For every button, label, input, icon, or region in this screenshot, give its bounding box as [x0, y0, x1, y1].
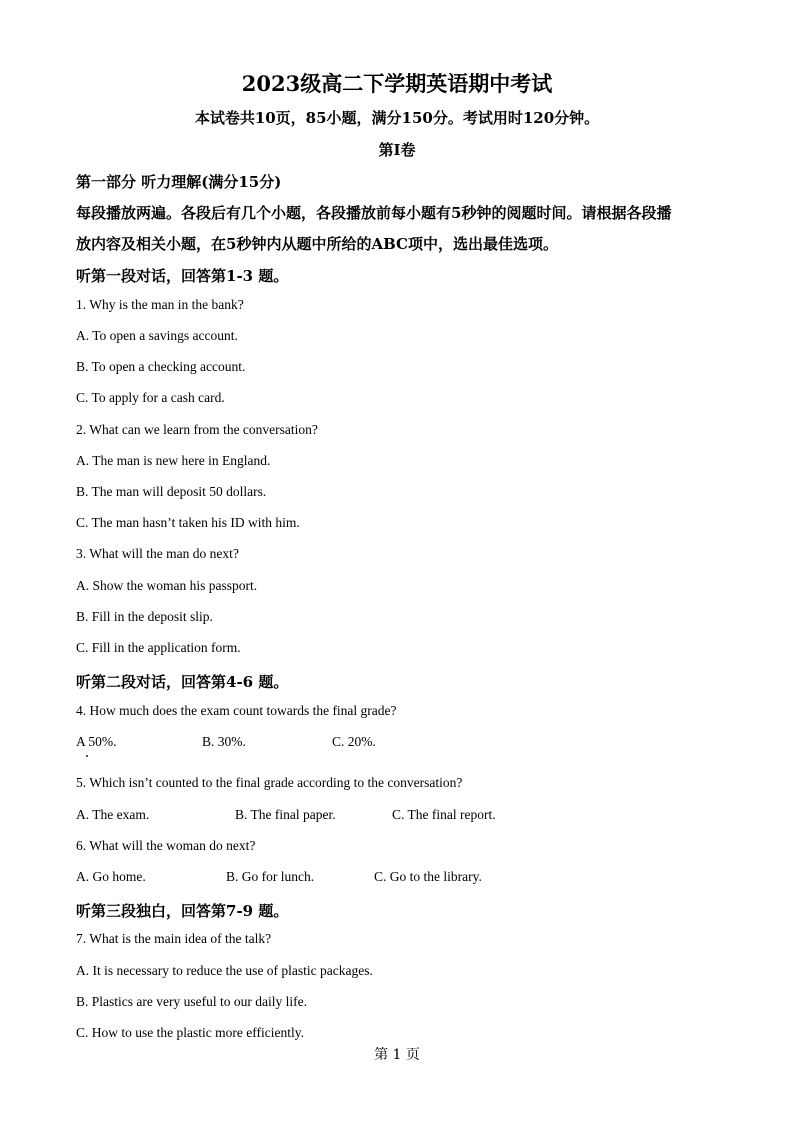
q6-option-c: C. Go to the library.: [374, 869, 482, 884]
q1-option-a: A. To open a savings account.: [76, 328, 238, 343]
q3-option-c: C. Fill in the application form.: [76, 640, 241, 655]
q5-option-c: C. The final report.: [392, 807, 496, 822]
q7-option-c: C. How to use the plastic more efficiently.: [76, 1025, 304, 1040]
q1-option-c: C. To apply for a cash card.: [76, 390, 225, 405]
section3-heading: 听第三段独白，回答第7-9 题。: [76, 902, 289, 920]
question-7: 7. What is the main idea of the talk?: [76, 931, 272, 946]
page-number: 第 1 页: [374, 1047, 420, 1063]
question-3: 3. What will the man do next?: [76, 546, 239, 561]
instruction-line-2: 放内容及相关小题，在5秒钟内从题中所给的ABC项中，选出最佳选项。: [76, 235, 558, 253]
exam-title: 2023级高二下学期英语期中考试: [241, 71, 553, 96]
q7-option-a: A. It is necessary to reduce the use of plastic packages.: [76, 963, 373, 978]
q2-option-b: B. The man will deposit 50 dollars.: [76, 484, 267, 499]
section2-heading: 听第二段对话，回答第4-6 题。: [76, 673, 289, 691]
q1-option-b: B. To open a checking account.: [76, 359, 246, 374]
q2-option-a: A. The man is new here in England.: [76, 453, 271, 468]
volume-label: 第I卷: [378, 141, 416, 159]
part1-heading: 第一部分 听力理解(满分15分): [76, 173, 282, 191]
question-4: 4. How much does the exam count towards the final grade?: [76, 703, 397, 718]
q5-option-a: A. The exam.: [76, 807, 150, 822]
question-6: 6. What will the woman do next?: [76, 838, 256, 853]
stray-dot: [86, 755, 88, 757]
q6-option-b: B. Go for lunch.: [226, 869, 315, 884]
q4-option-a: A 50%.: [76, 734, 117, 749]
q4-option-c: C. 20%.: [332, 734, 376, 749]
question-2: 2. What can we learn from the conversation?: [76, 422, 318, 437]
q2-option-c: C. The man hasn’t taken his ID with him.: [76, 515, 300, 530]
exam-subtitle: 本试卷共10页，85小题，满分150分。考试用时120分钟。: [194, 109, 600, 127]
instruction-line-1: 每段播放两遍。各段后有几个小题，各段播放前每小题有5秒钟的阅题时间。请根据各段播: [76, 204, 672, 222]
q7-option-b: B. Plastics are very useful to our daily life.: [76, 994, 307, 1009]
section1-heading: 听第一段对话，回答第1-3 题。: [76, 267, 289, 285]
q4-option-b: B. 30%.: [202, 734, 246, 749]
q3-option-b: B. Fill in the deposit slip.: [76, 609, 213, 624]
q3-option-a: A. Show the woman his passport.: [76, 578, 258, 593]
q5-option-b: B. The final paper.: [235, 807, 336, 822]
question-1: 1. Why is the man in the bank?: [76, 297, 244, 312]
question-5: 5. Which isn’t counted to the final grade according to the conversation?: [76, 775, 463, 790]
q6-option-a: A. Go home.: [76, 869, 146, 884]
